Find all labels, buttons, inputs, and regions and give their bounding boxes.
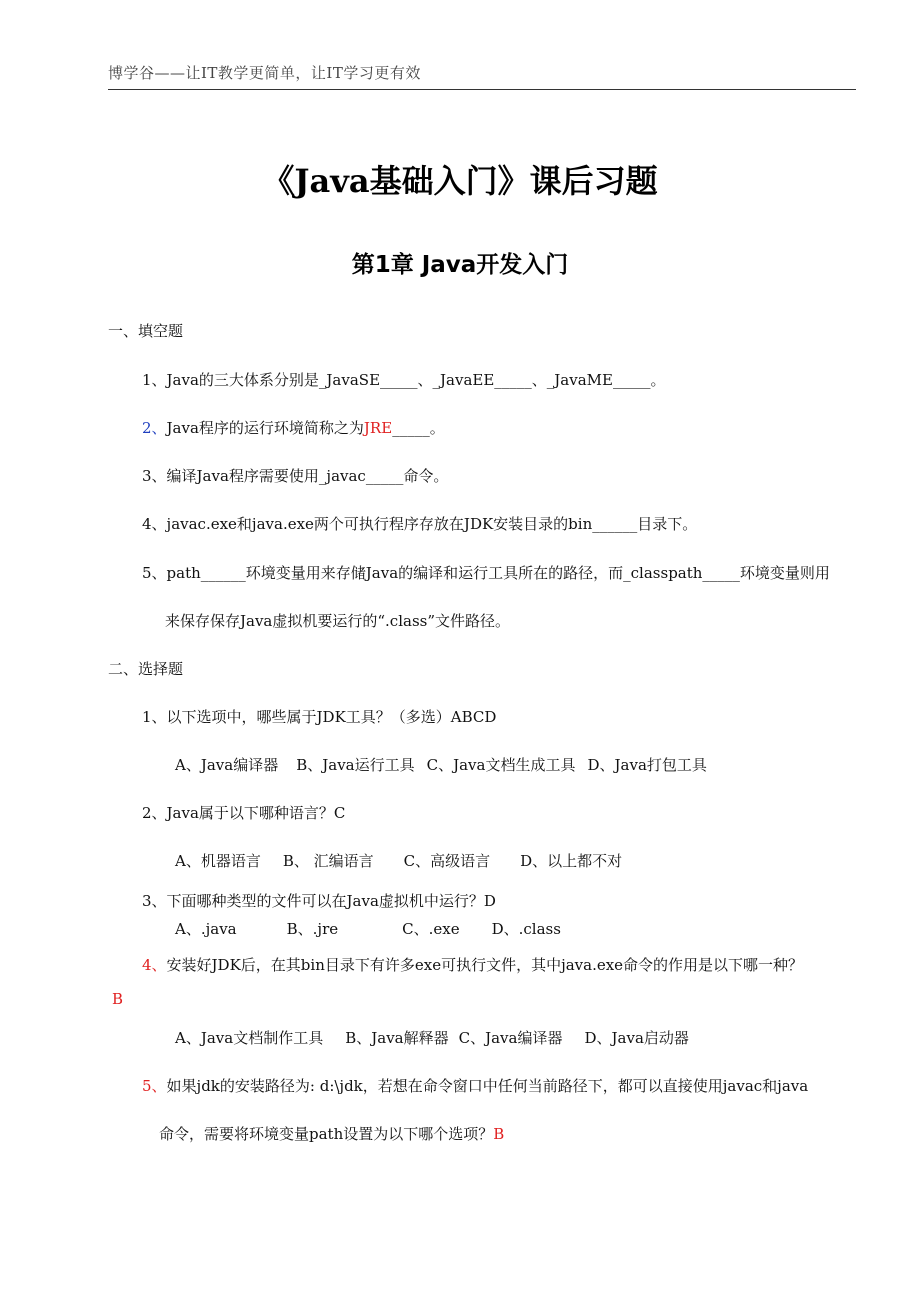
choice-question-4: [142, 954, 803, 975]
option: D、.class: [491, 920, 561, 938]
option: D、以上都不对: [520, 852, 623, 870]
choice-question-1: 1、以下选项中，哪些属于JDK工具？（多选）ABCD: [142, 708, 497, 726]
option: C、.exe: [402, 920, 460, 938]
option: C、高级语言: [403, 852, 491, 870]
choice-question-5-cont: [159, 1123, 504, 1144]
section-heading-fill: 一、填空题: [108, 322, 184, 340]
option: A、Java编译器: [175, 756, 279, 774]
answer-text: B: [493, 1125, 505, 1143]
option: B、.jre: [286, 920, 339, 938]
option: B、 汇编语言: [282, 852, 374, 870]
fill-question-5: 5、path______环境变量用来存储Java的编译和运行工具所在的路径，而_classpath_____环境变量则用: [142, 564, 830, 582]
option: A、机器语言: [175, 852, 261, 870]
question-text: 命令，需要将环境变量path设置为以下哪个选项？: [159, 1125, 494, 1143]
question-text: 如果jdk的安装路径为: d:\jdk，若想在命令窗口中任何当前路径下，都可以直接使用javac和java: [166, 1077, 809, 1095]
question-text: Java程序的运行环境简称之为: [166, 419, 364, 437]
option: D、Java打包工具: [587, 756, 707, 774]
option: D、Java启动器: [584, 1029, 689, 1047]
choice-options-3: [175, 918, 561, 939]
option: C、Java文档生成工具: [426, 756, 576, 774]
question-number: 5、: [142, 1077, 167, 1095]
question-text: 安装好JDK后，在其bin目录下有许多exe可执行文件，其中java.exe命令的作用是以下哪一种？: [166, 956, 804, 974]
choice-question-5: [142, 1075, 808, 1096]
fill-question-4: 4、javac.exe和java.exe两个可执行程序存放在JDK安装目录的bin______目录下。: [142, 515, 698, 533]
option: B、Java运行工具: [296, 756, 415, 774]
choice-question-2: 2、Java属于以下哪种语言？C: [142, 804, 346, 822]
fill-question-3: 3、编译Java程序需要使用_javac_____命令。: [142, 467, 449, 485]
page-header: 博学谷——让IT教学更简单，让IT学习更有效: [108, 62, 856, 90]
option: A、.java: [175, 920, 237, 938]
choice-options-4: [175, 1027, 689, 1048]
fill-question-1: 1、Java的三大体系分别是_JavaSE_____、_JavaEE_____、_JavaME_____。: [142, 371, 666, 389]
section-heading-choice: 二、选择题: [108, 660, 184, 678]
choice-options-1: [175, 754, 707, 775]
option: C、Java编译器: [458, 1029, 563, 1047]
answer-text: B: [112, 990, 124, 1008]
option: B、Java解释器: [345, 1029, 449, 1047]
document-title: 《Java基础入门》课后习题: [262, 162, 658, 200]
question-number: 4、: [142, 956, 167, 974]
chapter-title: 第1章 Java开发入门: [351, 252, 569, 278]
choice-options-2: [175, 850, 622, 871]
fill-question-2: [142, 417, 445, 438]
choice-question-3: 3、下面哪种类型的文件可以在Java虚拟机中运行？D: [142, 892, 496, 910]
question-tail: _____。: [392, 419, 445, 437]
question-number: 2、: [142, 419, 167, 437]
option: A、Java文档制作工具: [175, 1029, 324, 1047]
fill-question-5-cont: 来保存保存Java虚拟机要运行的“.class”文件路径。: [165, 612, 511, 630]
answer-text: JRE: [363, 419, 393, 437]
